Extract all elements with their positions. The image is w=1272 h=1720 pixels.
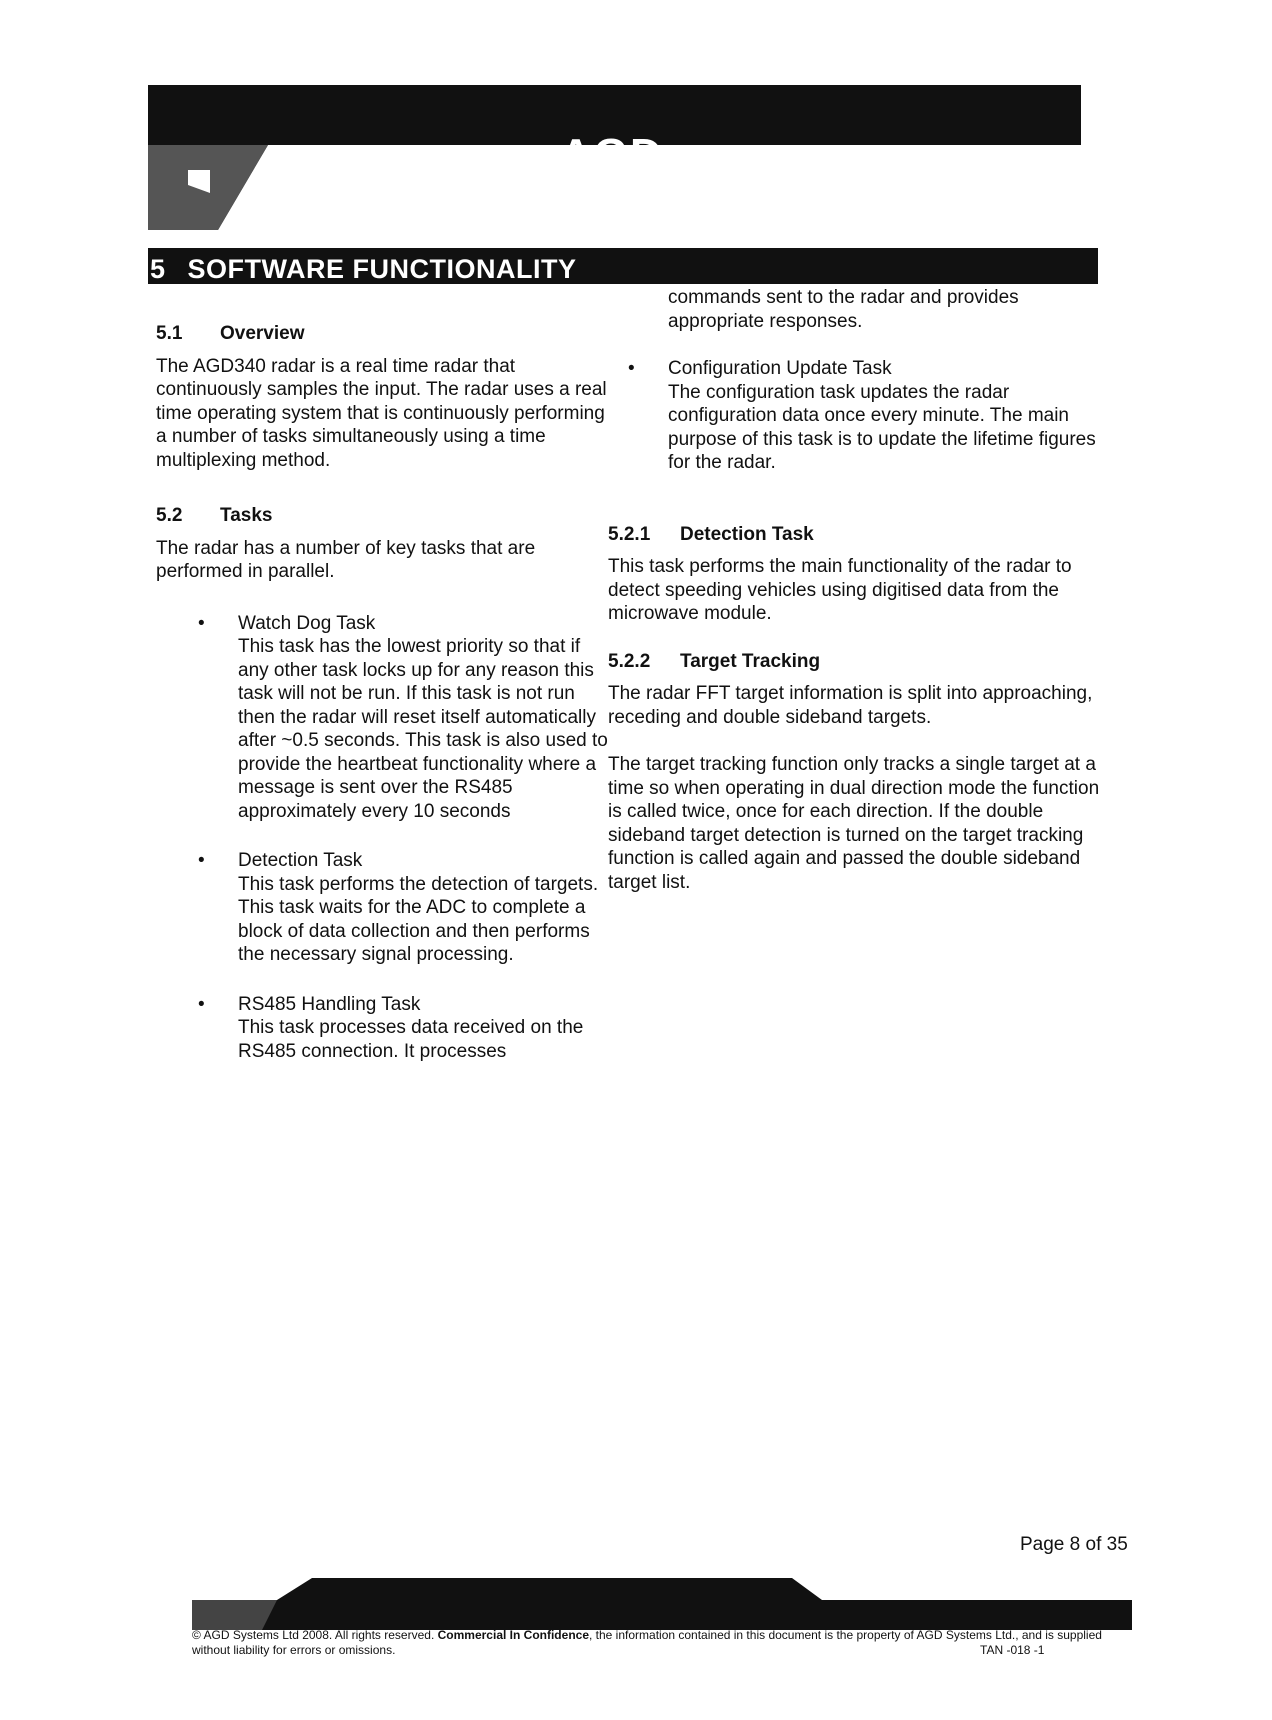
agd-logo: AGD (560, 130, 664, 179)
detection-task-text: This task performs the main functionality of the radar to detect speeding vehicles using digitised data from the microwave module. (608, 556, 1072, 624)
task-text: This task performs the detection of targets. This task waits for the ADC to complete a block of data collection and then performs the necessary signal processing. (238, 873, 599, 965)
task-item-configuration (628, 357, 1108, 475)
overview-heading (156, 322, 616, 346)
overview-text: The AGD340 radar is a real time radar that continuously samples the input. The radar uses a real time operating system that is continuously performing a number of tasks simultaneously using a time multiplexing method. (156, 355, 607, 471)
task-title: Detection Task (238, 850, 363, 871)
document-reference: TAN -018 -1 (980, 1643, 1045, 1657)
task-list (156, 612, 616, 1064)
task-text: The configuration task updates the radar configuration data once every minute. The main purpose of this task is to update the lifetime figures for the radar. (668, 381, 1096, 473)
task-title: RS485 Handling Task (238, 993, 421, 1015)
overview-number: 5.1 (156, 323, 183, 344)
footer-copyright: © AGD Systems Ltd 2008. All rights reserved. (192, 1628, 435, 1642)
rs485-continuation-text: commands sent to the radar and provides appropriate responses. (668, 287, 1019, 332)
detection-task-section (608, 523, 1108, 895)
overview-title: Overview (220, 323, 305, 344)
task-text: This task processes data received on the RS485 connection. It processes (238, 1017, 584, 1062)
footer-banner-graphic (192, 1570, 1132, 1634)
bullet-icon: • (198, 993, 205, 1015)
task-item-detection (198, 849, 616, 967)
target-tracking-number: 5.2.2 (608, 650, 651, 672)
bullet-icon: • (198, 850, 205, 871)
footer-text (192, 1628, 1112, 1658)
bullet-icon: • (628, 358, 635, 379)
footer-disclaimer: , the information contained in this document is the property of AGD Systems Ltd., and is supplied without liability for errors or omissions. (192, 1628, 1102, 1657)
task-item-rs485 (198, 993, 616, 1064)
detection-task-heading (608, 523, 1108, 547)
target-tracking-title: Target Tracking (680, 650, 821, 672)
target-tracking-para1: The radar FFT target information is split into approaching, receding and double sideband targets. (608, 683, 1093, 728)
target-tracking-heading (608, 650, 1108, 674)
footer-confidential: Commercial In Confidence (437, 1628, 589, 1642)
task-text: This task has the lowest priority so that if any other task locks up for any reason this task will not be run. If this task is not run then the radar will reset itself automatically after ~0.5 seconds. This task is also used to provide the heartbeat functionality where a message is sent over the RS485 approximately every 10 seconds (238, 636, 608, 822)
page-number: Page 8 of 35 (1020, 1534, 1128, 1555)
section-title: SOFTWARE FUNCTIONALITY (187, 254, 577, 284)
task-item-watch-dog (198, 612, 616, 824)
tasks-title: Tasks (220, 505, 273, 526)
bullet-icon: • (198, 612, 205, 634)
right-column (608, 286, 1108, 918)
tasks-heading (156, 504, 616, 528)
detection-task-title: Detection Task (680, 523, 814, 545)
left-column (156, 322, 616, 1089)
tasks-number: 5.2 (156, 505, 183, 526)
section-number: 5 (150, 254, 166, 284)
tasks-intro: The radar has a number of key tasks that are performed in parallel. (156, 537, 536, 582)
task-title: Configuration Update Task (668, 358, 892, 379)
target-tracking-para2: The target tracking function only tracks a single target at a time so when operating in dual direction mode the function is called twice, once for each direction. If the double sideband target detection is turned on the target tracking function is called again and passed the double sideband target list. (608, 754, 1100, 893)
task-title: Watch Dog Task (238, 612, 376, 634)
detection-task-number: 5.2.1 (608, 523, 651, 545)
rs485-continuation (668, 286, 1108, 333)
section-heading (150, 254, 577, 285)
footer-banner (192, 1570, 1132, 1634)
